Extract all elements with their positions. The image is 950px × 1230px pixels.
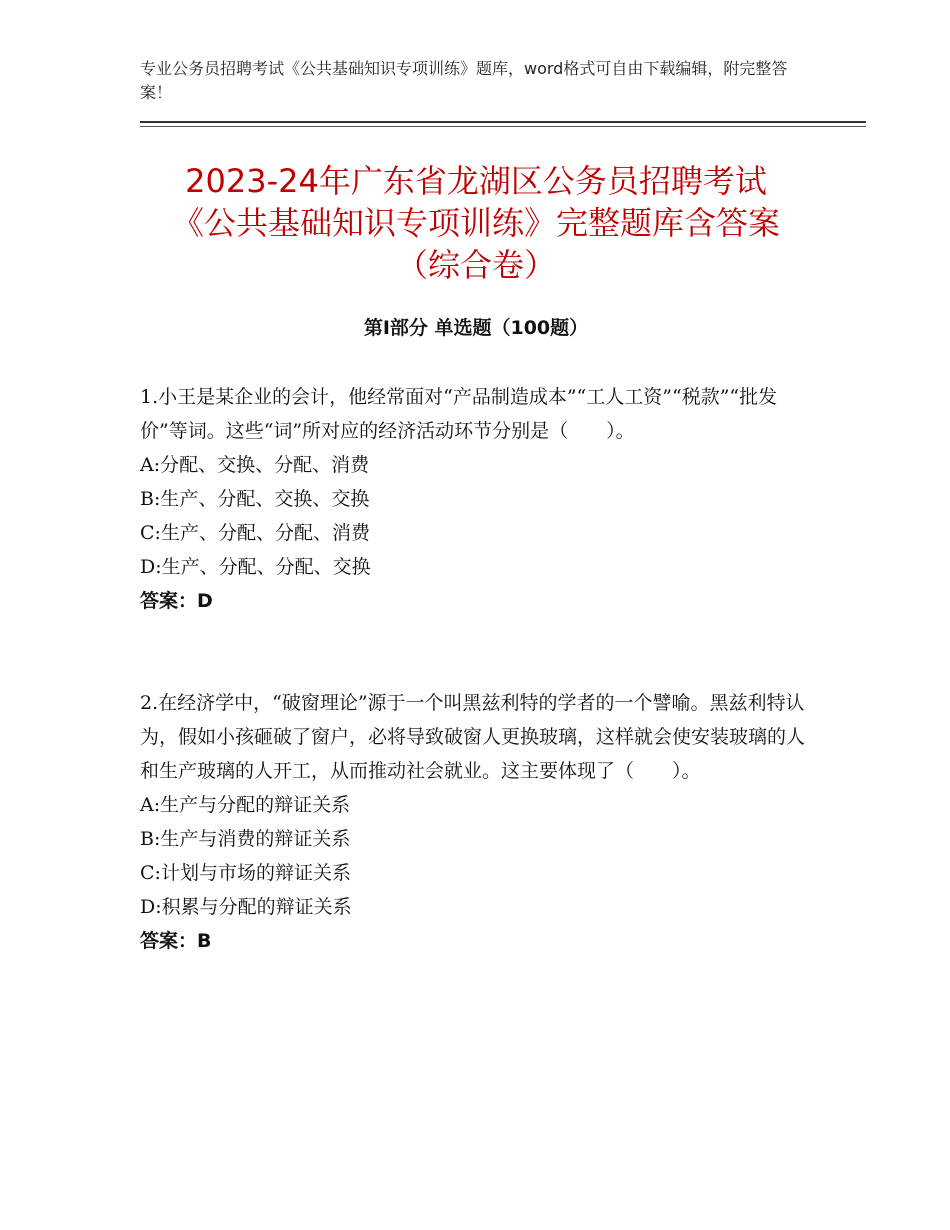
question-1	[140, 380, 812, 618]
answer-label: 答案：B	[140, 930, 212, 952]
option-a: A:分配、交换、分配、消费	[140, 454, 370, 476]
header-rule-thick	[140, 121, 866, 123]
document-title	[140, 160, 812, 286]
header-note: 专业公务员招聘考试《公共基础知识专项训练》题库，word格式可自由下载编辑，附完整答案！	[140, 59, 788, 102]
option-list	[140, 788, 812, 924]
title-line-2: 《公共基础知识专项训练》完整题库含答案	[171, 204, 780, 242]
answer-label: 答案：D	[140, 590, 213, 612]
section-title: 第Ⅰ部分 单选题（100题）	[363, 317, 589, 339]
option-d: D:生产、分配、分配、交换	[140, 556, 371, 578]
title-line-3: （综合卷）	[395, 246, 556, 284]
title-line-1: 2023-24年广东省龙湖区公务员招聘考试	[185, 162, 767, 200]
option-c: C:生产、分配、分配、消费	[140, 522, 370, 544]
question-stem: 1.小王是某企业的会计，他经常面对“产品制造成本”“工人工资”“税款”“批发价”等词。这些“词”所对应的经济活动环节分别是（ ）。	[140, 386, 778, 442]
option-list	[140, 448, 812, 584]
option-a: A:生产与分配的辩证关系	[140, 794, 351, 816]
header-rule-thin	[140, 126, 866, 127]
option-c: C:计划与市场的辩证关系	[140, 862, 351, 884]
option-b: B:生产、分配、交换、交换	[140, 488, 370, 510]
option-b: B:生产与消费的辩证关系	[140, 828, 351, 850]
question-stem: 2.在经济学中，“破窗理论”源于一个叫黑兹利特的学者的一个譬喻。黑兹利特认为，假如小孩砸破了窗户，必将导致破窗人更换玻璃，这样就会使安装玻璃的人和生产玻璃的人开工，从而推动社会就业。这主要体现了（ ）。	[140, 692, 806, 782]
question-2	[140, 686, 812, 958]
option-d: D:积累与分配的辩证关系	[140, 896, 352, 918]
